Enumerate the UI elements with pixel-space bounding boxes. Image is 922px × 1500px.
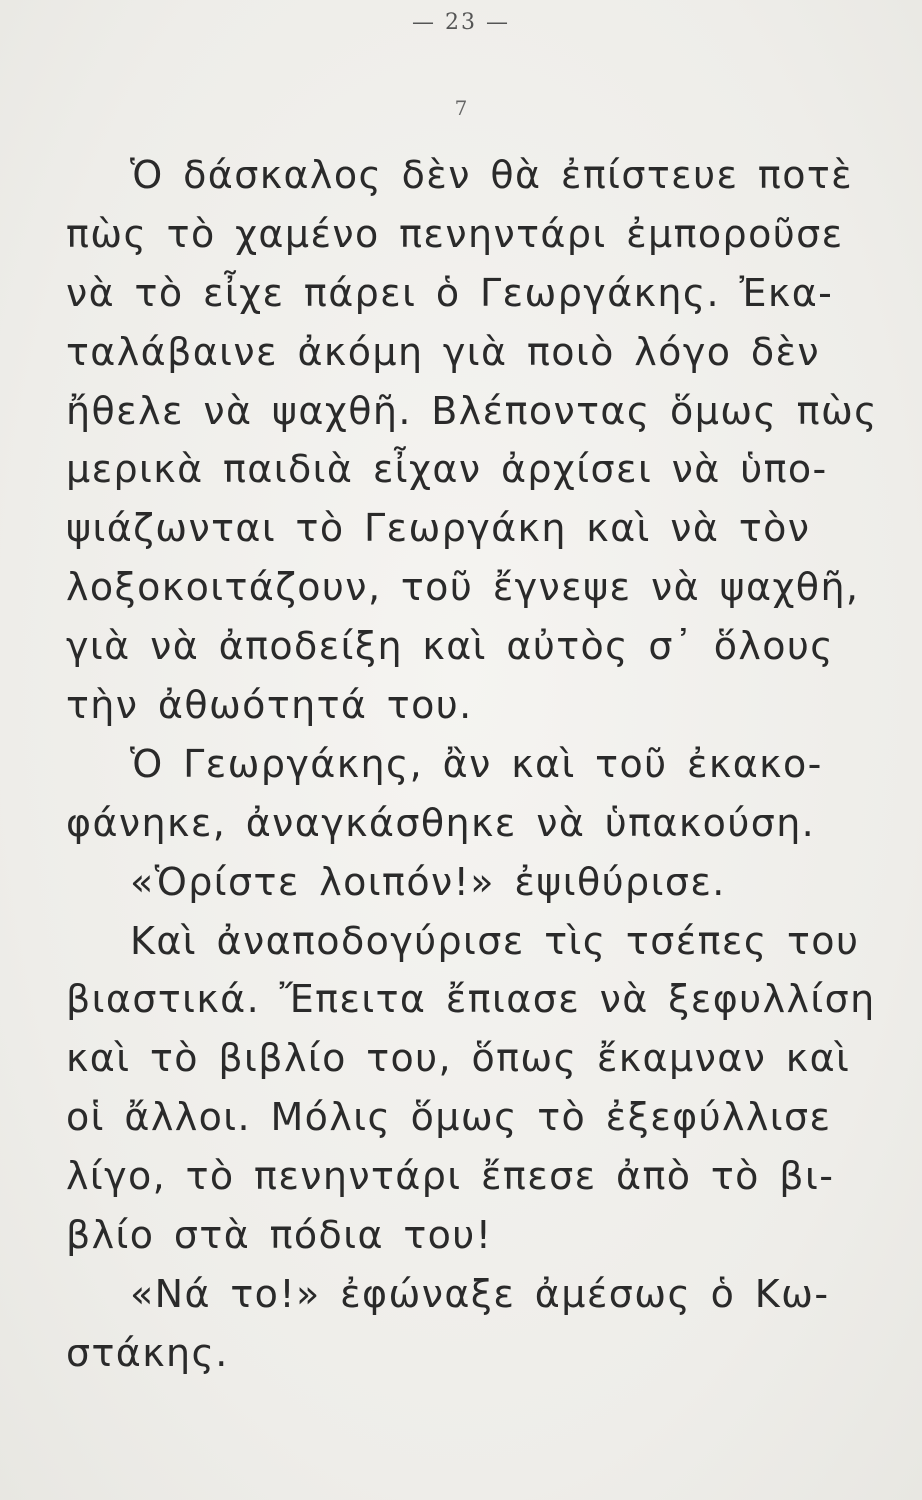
- text-line: «Νά το!» ἐφώναξε ἀμέσως ὁ Κω-: [130, 1271, 830, 1316]
- text-line: ἤθελε νὰ ψαχθῆ. Βλέποντας ὅμως πὼς: [66, 388, 878, 433]
- text-line: ψιάζωνται τὸ Γεωργάκη καὶ νὰ τὸν: [66, 506, 811, 551]
- text-line: ταλάβαινε ἀκόμη γιὰ ποιὸ λόγο δὲν: [66, 329, 821, 374]
- text-line: «Ὁρίστε λοιπόν!» ἐψιθύρισε.: [130, 859, 726, 904]
- text-line: νὰ τὸ εἶχε πάρει ὁ Γεωργάκης. Ἐκα-: [66, 270, 834, 315]
- text-line: Ὁ δάσκαλος δὲν θὰ ἐπίστευε ποτὲ: [130, 153, 854, 197]
- text-line: τὴν ἀθωότητά του.: [66, 683, 473, 728]
- text-line: οἱ ἄλλοι. Μόλις ὅμως τὸ ἐξεφύλλισε: [66, 1095, 832, 1140]
- text-line: μερικὰ παιδιὰ εἶχαν ἀρχίσει νὰ ὑπο-: [66, 447, 828, 492]
- text-line: Καὶ ἀναποδογύρισε τὶς τσέπες του: [130, 918, 860, 963]
- text-line: καὶ τὸ βιβλίο του, ὅπως ἔκαμναν καὶ: [66, 1036, 851, 1081]
- text-line: Ὁ Γεωργάκης, ἂν καὶ τοῦ ἐκακο-: [130, 741, 823, 786]
- text-line: πὼς τὸ χαμένο πενηντάρι ἐμποροῦσε: [66, 211, 844, 256]
- page-number: — 23 —: [412, 10, 510, 35]
- text-line: λίγο, τὸ πενηντάρι ἔπεσε ἀπὸ τὸ βι-: [66, 1154, 835, 1199]
- text-line: φάνηκε, ἀναγκάσθηκε νὰ ὑπακούση.: [66, 800, 816, 845]
- body-text: [66, 146, 878, 1383]
- text-line: λοξοκοιτάζουν, τοῦ ἔγνεψε νὰ ψαχθῆ,: [66, 565, 860, 610]
- text-line: βλίο στὰ πόδια του!: [66, 1213, 493, 1258]
- section-number: 7: [454, 96, 468, 120]
- text-line: βιαστικά. Ἔπειτα ἔπιασε νὰ ξεφυλλίση: [66, 977, 876, 1022]
- text-line: στάκης.: [66, 1330, 229, 1375]
- text-line: γιὰ νὰ ἀποδείξη καὶ αὐτὸς σ᾽ ὅλους: [66, 624, 834, 669]
